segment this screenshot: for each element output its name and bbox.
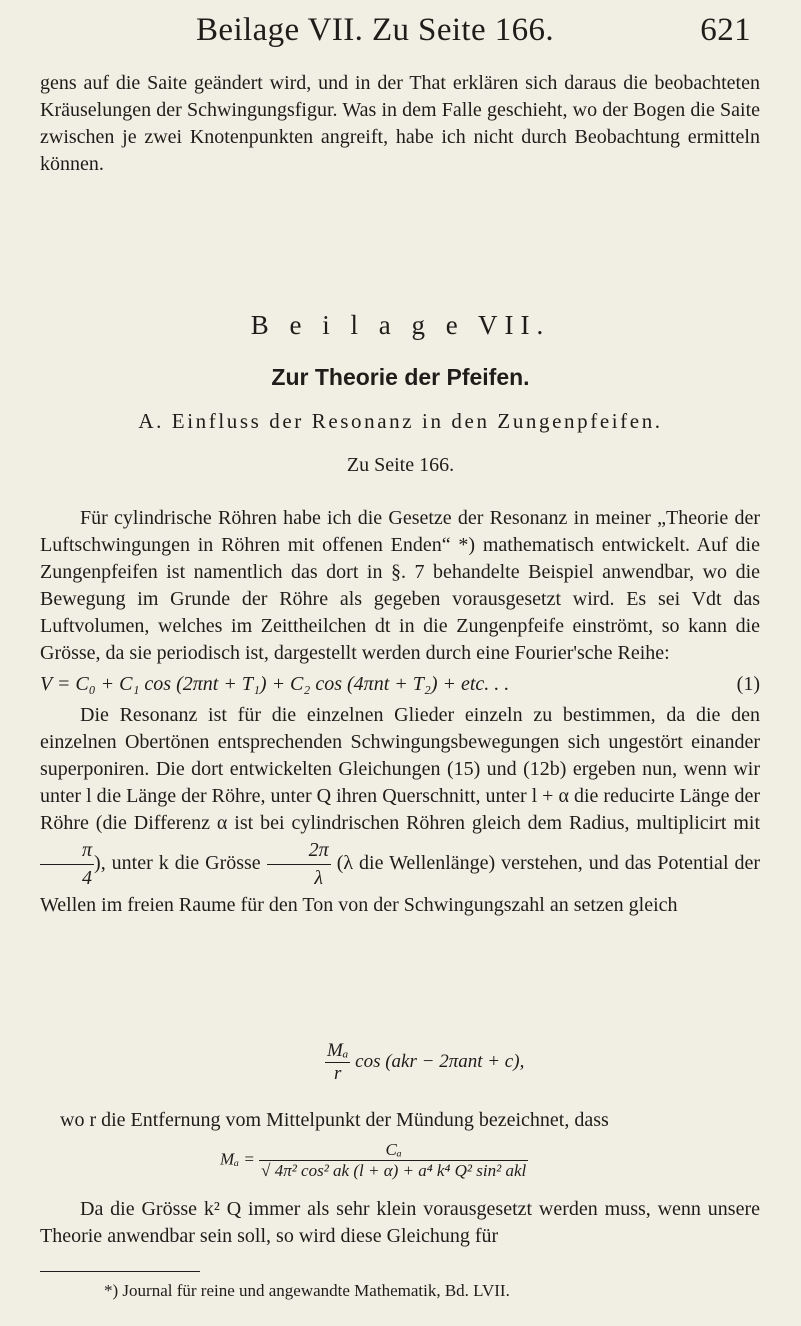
equation-3: Mₐ = $\frac{\text{Cₐ}}{\text{√ 4π² cos² ak (l + α) + a⁴ k⁴ Q² sin² akl}}$ xyxy=(220,1140,527,1180)
page-number: 621 xyxy=(700,12,751,48)
section-reference: Zu Seite 166. xyxy=(346,454,455,476)
header-title: Beilage VII. Zu Seite 166. xyxy=(196,12,555,48)
paragraph-1: Für cylindrische Röhren habe ich die Gesetze der Resonanz in meiner „Theorie der Luftschwingungen in Röhren mit offenen Enden“ *) mathematisch entwickelt. Auf die Zungenpfeifen ist namentlich das dort in §. 7 behandelte Beispiel anwendbar, wo die Bewegung im Grunde der Röhre als gegeben vorausgesetzt wird. Es sei Vdt das Luftvolumen, welches im Zeittheilchen dt in die Zungenpfeife einströmt, so kann die Grösse, da sie periodisch ist, dargestellt werden durch eine Fourier'sche Reihe: xyxy=(40,507,760,664)
paragraph-3: wo r die Entfernung vom Mittelpunkt der Mündung bezeichnet, dass xyxy=(60,1109,609,1131)
equation-2: $\frac{\text{Mₐ}}{r}$ cos (akr − 2πant + c), xyxy=(327,1040,525,1084)
pi-quarter-fraction: $\frac{\pi}{4}$ xyxy=(40,837,94,892)
intro-paragraph: gens auf die Saite geändert wird, und in der That erklären sich daraus die beobachteten Kräuselungen der Schwingungsfigur. Was in dem Falle geschieht, wo der Bogen die Saite zwischen je zwei Knotenpunkten angreift, habe ich nicht durch Beobachtung ermitteln können. xyxy=(40,72,760,175)
appendix-heading: B e i l a g e VII. xyxy=(250,310,551,340)
section-heading: A. Einfluss der Resonanz in den Zungenpfeifen. xyxy=(138,409,663,433)
footnote-rule xyxy=(40,1271,200,1272)
paragraph-2 xyxy=(40,702,760,919)
equation-1-body: V = C₀ + C₁ cos (2πnt + T₁) + C₂ cos (4πnt + T₂) + etc. . . xyxy=(40,673,510,695)
appendix-subtitle: Zur Theorie der Pfeifen. xyxy=(271,364,530,390)
equation-1 xyxy=(40,673,760,696)
footnote: *) Journal für reine und angewandte Mathematik, Bd. LVII. xyxy=(104,1281,510,1300)
running-header xyxy=(196,12,751,62)
paragraph-2-text-b: ), unter k die Grösse xyxy=(94,852,261,875)
paragraph-2-text-a: Die Resonanz ist für die einzelnen Glieder einzeln zu bestimmen, da die den einzelnen Obertönen entsprechenden Schwingungsbewegungen sich ungestört einander superponiren. Die dort entwickelten Gleichungen (15) und (12b) ergeben nun, wenn wir unter l die Länge der Röhre, unter Q ihren Querschnitt, unter l + α die reducirte Länge der Röhre (die Differenz α ist bei cylindrischen Röhren gleich dem Radius, multiplicirt mit xyxy=(40,704,760,834)
paragraph-2-text-c: (λ die Wellenlänge) verstehen, und das Potential der Wellen im freien Raume für den Ton von der Schwingungszahl an setzen gleich xyxy=(40,852,761,916)
equation-1-number: (1) xyxy=(736,673,760,695)
paragraph-4: Da die Grösse k² Q immer als sehr klein vorausgesetzt werden muss, wenn unsere Theorie anwendbar sein soll, so wird diese Gleichung für xyxy=(40,1198,760,1247)
k-fraction: $\frac{2\pi}{\lambda}$ xyxy=(267,837,331,892)
